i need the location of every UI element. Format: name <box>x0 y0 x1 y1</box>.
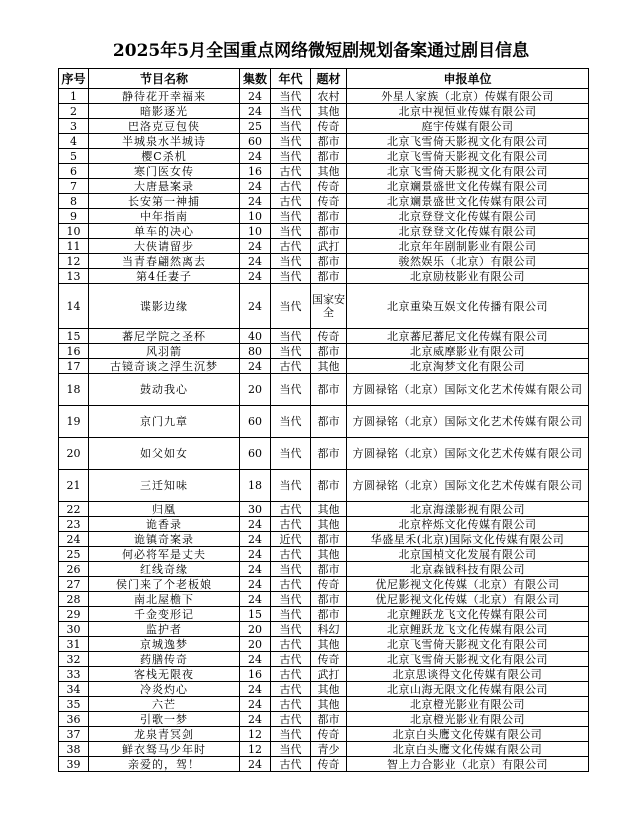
cell-no: 25 <box>59 547 89 562</box>
cell-episodes: 16 <box>240 667 271 682</box>
cell-name: 冷炎灼心 <box>89 682 240 697</box>
cell-no: 6 <box>59 164 89 179</box>
cell-no: 15 <box>59 329 89 344</box>
cell-genre: 武打 <box>311 667 347 682</box>
cell-era: 古代 <box>271 652 311 667</box>
cell-era: 当代 <box>271 224 311 239</box>
cell-no: 36 <box>59 712 89 727</box>
cell-no: 1 <box>59 89 89 104</box>
table-row <box>59 406 589 438</box>
cell-episodes: 24 <box>240 712 271 727</box>
cell-no: 37 <box>59 727 89 742</box>
cell-genre: 都市 <box>311 269 347 284</box>
cell-era: 当代 <box>271 438 311 470</box>
cell-unit: 北京鲤跃龙飞文化传媒有限公司 <box>347 607 589 622</box>
cell-era: 当代 <box>271 119 311 134</box>
cell-episodes: 24 <box>240 104 271 119</box>
cell-unit: 北京海漾影视有限公司 <box>347 502 589 517</box>
cell-no: 8 <box>59 194 89 209</box>
cell-name: 南北屋檐下 <box>89 592 240 607</box>
cell-episodes: 18 <box>240 470 271 502</box>
cell-genre: 青少 <box>311 742 347 757</box>
table-row <box>59 712 589 727</box>
cell-name: 风羽箭 <box>89 344 240 359</box>
cell-genre: 传奇 <box>311 179 347 194</box>
cell-era: 当代 <box>271 329 311 344</box>
cell-name: 监护者 <box>89 622 240 637</box>
cell-genre: 传奇 <box>311 329 347 344</box>
table-row <box>59 438 589 470</box>
table-row <box>59 284 589 329</box>
cell-era: 古代 <box>271 164 311 179</box>
table-row <box>59 224 589 239</box>
cell-era: 当代 <box>271 269 311 284</box>
cell-unit: 北京飞雪倚天影视文化有限公司 <box>347 637 589 652</box>
cell-genre: 都市 <box>311 209 347 224</box>
table-row <box>59 194 589 209</box>
cell-no: 11 <box>59 239 89 254</box>
cell-episodes: 24 <box>240 239 271 254</box>
cell-genre: 武打 <box>311 239 347 254</box>
cell-unit: 北京飞雪倚天影视文化有限公司 <box>347 134 589 149</box>
cell-era: 当代 <box>271 134 311 149</box>
table-row <box>59 329 589 344</box>
cell-unit: 北京思谈得文化传媒有限公司 <box>347 667 589 682</box>
cell-era: 近代 <box>271 532 311 547</box>
cell-era: 当代 <box>271 254 311 269</box>
cell-episodes: 25 <box>240 119 271 134</box>
cell-era: 古代 <box>271 547 311 562</box>
cell-no: 27 <box>59 577 89 592</box>
cell-no: 5 <box>59 149 89 164</box>
cell-episodes: 80 <box>240 344 271 359</box>
cell-no: 12 <box>59 254 89 269</box>
cell-name: 药膳传奇 <box>89 652 240 667</box>
cell-name: 寒门医女传 <box>89 164 240 179</box>
cell-no: 18 <box>59 374 89 406</box>
cell-no: 13 <box>59 269 89 284</box>
cell-era: 当代 <box>271 470 311 502</box>
cell-episodes: 24 <box>240 254 271 269</box>
cell-era: 当代 <box>271 89 311 104</box>
table-row <box>59 547 589 562</box>
cell-name: 何必将军是丈夫 <box>89 547 240 562</box>
cell-unit: 北京斓景盛世文化传媒有限公司 <box>347 194 589 209</box>
cell-era: 古代 <box>271 682 311 697</box>
cell-era: 当代 <box>271 562 311 577</box>
cell-episodes: 24 <box>240 194 271 209</box>
cell-genre: 其他 <box>311 547 347 562</box>
cell-episodes: 24 <box>240 359 271 374</box>
cell-unit: 方圆禄铭（北京）国际文化艺术传媒有限公司 <box>347 470 589 502</box>
header-genre: 题材 <box>311 69 347 89</box>
cell-no: 31 <box>59 637 89 652</box>
cell-name: 长安第一神捕 <box>89 194 240 209</box>
cell-no: 3 <box>59 119 89 134</box>
cell-name: 客栈无限夜 <box>89 667 240 682</box>
cell-episodes: 24 <box>240 179 271 194</box>
cell-unit: 北京梓烁文化传媒有限公司 <box>347 517 589 532</box>
cell-era: 当代 <box>271 727 311 742</box>
cell-unit: 北京橙光影业有限公司 <box>347 697 589 712</box>
cell-name: 京城逸梦 <box>89 637 240 652</box>
table-row <box>59 209 589 224</box>
cell-era: 古代 <box>271 757 311 772</box>
cell-unit: 北京飞雪倚天影视文化有限公司 <box>347 164 589 179</box>
table-row <box>59 682 589 697</box>
cell-episodes: 20 <box>240 637 271 652</box>
cell-episodes: 24 <box>240 532 271 547</box>
table-row <box>59 119 589 134</box>
cell-no: 21 <box>59 470 89 502</box>
cell-no: 30 <box>59 622 89 637</box>
cell-episodes: 24 <box>240 149 271 164</box>
cell-genre: 其他 <box>311 502 347 517</box>
cell-no: 22 <box>59 502 89 517</box>
cell-genre: 其他 <box>311 697 347 712</box>
cell-episodes: 24 <box>240 562 271 577</box>
cell-genre: 都市 <box>311 254 347 269</box>
cell-unit: 北京斓景盛世文化传媒有限公司 <box>347 179 589 194</box>
cell-genre: 都市 <box>311 438 347 470</box>
cell-unit: 北京鲤跃龙飞文化传媒有限公司 <box>347 622 589 637</box>
cell-era: 当代 <box>271 149 311 164</box>
cell-no: 39 <box>59 757 89 772</box>
table-row <box>59 517 589 532</box>
table-row <box>59 502 589 517</box>
cell-name: 中年指南 <box>89 209 240 224</box>
cell-era: 古代 <box>271 502 311 517</box>
cell-era: 当代 <box>271 406 311 438</box>
cell-unit: 华盛星禾(北京)国际文化传媒有限公司 <box>347 532 589 547</box>
cell-episodes: 60 <box>240 406 271 438</box>
cell-genre: 都市 <box>311 149 347 164</box>
cell-genre: 都市 <box>311 532 347 547</box>
cell-unit: 北京年年剧制影业有限公司 <box>347 239 589 254</box>
table-row <box>59 149 589 164</box>
cell-no: 16 <box>59 344 89 359</box>
cell-name: 古镜奇谈之浮生沉梦 <box>89 359 240 374</box>
table-row <box>59 622 589 637</box>
cell-name: 谍影边缘 <box>89 284 240 329</box>
cell-no: 17 <box>59 359 89 374</box>
cell-name: 当青春翩然离去 <box>89 254 240 269</box>
cell-episodes: 20 <box>240 622 271 637</box>
table-row <box>59 742 589 757</box>
cell-no: 10 <box>59 224 89 239</box>
cell-unit: 骏然娱乐（北京）有限公司 <box>347 254 589 269</box>
cell-name: 蕃尼学院之圣杯 <box>89 329 240 344</box>
header-unit: 申报单位 <box>347 69 589 89</box>
cell-no: 29 <box>59 607 89 622</box>
cell-genre: 传奇 <box>311 727 347 742</box>
cell-no: 23 <box>59 517 89 532</box>
cell-unit: 方圆禄铭（北京）国际文化艺术传媒有限公司 <box>347 406 589 438</box>
cell-era: 当代 <box>271 622 311 637</box>
cell-era: 古代 <box>271 577 311 592</box>
table-row <box>59 134 589 149</box>
cell-episodes: 24 <box>240 652 271 667</box>
cell-name: 半城泉水半城诗 <box>89 134 240 149</box>
cell-episodes: 24 <box>240 89 271 104</box>
table-row <box>59 344 589 359</box>
cell-unit: 方圆禄铭（北京）国际文化艺术传媒有限公司 <box>347 374 589 406</box>
cell-era: 古代 <box>271 194 311 209</box>
cell-era: 当代 <box>271 209 311 224</box>
cell-name: 诡镇奇案录 <box>89 532 240 547</box>
cell-no: 38 <box>59 742 89 757</box>
cell-unit: 北京威摩影业有限公司 <box>347 344 589 359</box>
cell-era: 当代 <box>271 374 311 406</box>
cell-name: 亲爱的，驾！ <box>89 757 240 772</box>
cell-episodes: 60 <box>240 134 271 149</box>
cell-genre: 传奇 <box>311 577 347 592</box>
cell-genre: 都市 <box>311 224 347 239</box>
cell-name: 侯门来了个老板娘 <box>89 577 240 592</box>
table-row <box>59 652 589 667</box>
header-era: 年代 <box>271 69 311 89</box>
cell-era: 当代 <box>271 607 311 622</box>
cell-genre: 传奇 <box>311 652 347 667</box>
table-row <box>59 667 589 682</box>
cell-genre: 其他 <box>311 682 347 697</box>
cell-unit: 北京山海无限文化传媒有限公司 <box>347 682 589 697</box>
table-row <box>59 562 589 577</box>
cell-no: 32 <box>59 652 89 667</box>
table-row <box>59 727 589 742</box>
cell-name: 千金变形记 <box>89 607 240 622</box>
cell-era: 古代 <box>271 667 311 682</box>
cell-name: 诡香录 <box>89 517 240 532</box>
cell-name: 第4任妻子 <box>89 269 240 284</box>
table-row <box>59 532 589 547</box>
cell-no: 28 <box>59 592 89 607</box>
cell-unit: 优尼影视文化传媒（北京）有限公司 <box>347 577 589 592</box>
cell-unit: 优尼影视文化传媒（北京）有限公司 <box>347 592 589 607</box>
cell-name: 引歌一梦 <box>89 712 240 727</box>
cell-no: 26 <box>59 562 89 577</box>
cell-genre: 其他 <box>311 359 347 374</box>
cell-unit: 北京白头鹰文化传媒有限公司 <box>347 742 589 757</box>
cell-genre: 都市 <box>311 470 347 502</box>
cell-era: 当代 <box>271 344 311 359</box>
cell-name: 京门九章 <box>89 406 240 438</box>
cell-episodes: 10 <box>240 224 271 239</box>
cell-no: 35 <box>59 697 89 712</box>
cell-unit: 北京登登文化传媒有限公司 <box>347 209 589 224</box>
cell-genre: 都市 <box>311 134 347 149</box>
cell-unit: 北京蕃尼蕃尼文化传媒有限公司 <box>347 329 589 344</box>
cell-episodes: 24 <box>240 517 271 532</box>
cell-episodes: 16 <box>240 164 271 179</box>
cell-name: 单车的决心 <box>89 224 240 239</box>
cell-unit: 北京白头鹰文化传媒有限公司 <box>347 727 589 742</box>
cell-unit: 庭宇传媒有限公司 <box>347 119 589 134</box>
cell-genre: 其他 <box>311 104 347 119</box>
cell-unit: 北京飞雪倚天影视文化有限公司 <box>347 149 589 164</box>
cell-era: 古代 <box>271 517 311 532</box>
cell-name: 如父如女 <box>89 438 240 470</box>
cell-era: 古代 <box>271 239 311 254</box>
table-row <box>59 607 589 622</box>
cell-episodes: 24 <box>240 757 271 772</box>
cell-unit: 智上力合影业（北京）有限公司 <box>347 757 589 772</box>
cell-genre: 农村 <box>311 89 347 104</box>
cell-name: 大唐悬案录 <box>89 179 240 194</box>
table-row <box>59 359 589 374</box>
cell-episodes: 24 <box>240 269 271 284</box>
cell-unit: 方圆禄铭（北京）国际文化艺术传媒有限公司 <box>347 438 589 470</box>
table-row <box>59 269 589 284</box>
cell-era: 古代 <box>271 179 311 194</box>
cell-genre: 都市 <box>311 592 347 607</box>
cell-genre: 都市 <box>311 607 347 622</box>
table-row <box>59 104 589 119</box>
cell-unit: 北京淘梦文化有限公司 <box>347 359 589 374</box>
table-row <box>59 179 589 194</box>
cell-genre: 科幻 <box>311 622 347 637</box>
cell-name: 樱C杀机 <box>89 149 240 164</box>
cell-name: 红线奇缘 <box>89 562 240 577</box>
cell-name: 三迁知味 <box>89 470 240 502</box>
cell-no: 20 <box>59 438 89 470</box>
cell-episodes: 10 <box>240 209 271 224</box>
cell-name: 静待花开幸福来 <box>89 89 240 104</box>
cell-no: 24 <box>59 532 89 547</box>
cell-name: 大侠请留步 <box>89 239 240 254</box>
cell-episodes: 12 <box>240 727 271 742</box>
drama-filing-table <box>58 68 589 772</box>
cell-unit: 外星人家族（北京）传媒有限公司 <box>347 89 589 104</box>
cell-era: 古代 <box>271 697 311 712</box>
cell-episodes: 24 <box>240 284 271 329</box>
cell-genre: 传奇 <box>311 194 347 209</box>
cell-genre: 国家安全 <box>311 284 347 329</box>
table-row <box>59 637 589 652</box>
cell-episodes: 24 <box>240 682 271 697</box>
table-header-row <box>59 69 589 89</box>
cell-era: 古代 <box>271 637 311 652</box>
cell-unit: 北京中视恒业传媒有限公司 <box>347 104 589 119</box>
cell-genre: 都市 <box>311 562 347 577</box>
cell-era: 当代 <box>271 742 311 757</box>
table-row <box>59 470 589 502</box>
cell-episodes: 20 <box>240 374 271 406</box>
cell-no: 19 <box>59 406 89 438</box>
cell-episodes: 12 <box>240 742 271 757</box>
cell-era: 古代 <box>271 712 311 727</box>
cell-unit: 北京飞雪倚天影视文化有限公司 <box>347 652 589 667</box>
table-row <box>59 164 589 179</box>
table-row <box>59 254 589 269</box>
table-body <box>59 89 589 772</box>
cell-unit: 北京国楨文化发展有限公司 <box>347 547 589 562</box>
cell-episodes: 24 <box>240 697 271 712</box>
header-name: 节目名称 <box>89 69 240 89</box>
cell-unit: 北京重染互娱文化传播有限公司 <box>347 284 589 329</box>
table-row <box>59 374 589 406</box>
cell-genre: 其他 <box>311 164 347 179</box>
cell-episodes: 40 <box>240 329 271 344</box>
cell-episodes: 30 <box>240 502 271 517</box>
cell-era: 当代 <box>271 104 311 119</box>
cell-name: 鼓动我心 <box>89 374 240 406</box>
cell-episodes: 15 <box>240 607 271 622</box>
table-row <box>59 239 589 254</box>
cell-unit: 北京森钺科技有限公司 <box>347 562 589 577</box>
cell-name: 暗影逐光 <box>89 104 240 119</box>
cell-genre: 传奇 <box>311 119 347 134</box>
cell-genre: 其他 <box>311 517 347 532</box>
header-no: 序号 <box>59 69 89 89</box>
cell-no: 34 <box>59 682 89 697</box>
cell-no: 4 <box>59 134 89 149</box>
table-row <box>59 89 589 104</box>
cell-genre: 都市 <box>311 374 347 406</box>
cell-unit: 北京橙光影业有限公司 <box>347 712 589 727</box>
cell-no: 9 <box>59 209 89 224</box>
cell-genre: 传奇 <box>311 757 347 772</box>
cell-unit: 北京励枝影业有限公司 <box>347 269 589 284</box>
cell-era: 古代 <box>271 359 311 374</box>
cell-no: 33 <box>59 667 89 682</box>
cell-no: 7 <box>59 179 89 194</box>
cell-name: 巴洛克豆包侠 <box>89 119 240 134</box>
cell-genre: 都市 <box>311 406 347 438</box>
cell-episodes: 24 <box>240 547 271 562</box>
cell-episodes: 24 <box>240 577 271 592</box>
cell-no: 14 <box>59 284 89 329</box>
cell-genre: 都市 <box>311 712 347 727</box>
cell-name: 归凰 <box>89 502 240 517</box>
cell-name: 六芒 <box>89 697 240 712</box>
table-row <box>59 757 589 772</box>
cell-episodes: 24 <box>240 592 271 607</box>
cell-genre: 都市 <box>311 344 347 359</box>
cell-era: 当代 <box>271 592 311 607</box>
table-row <box>59 697 589 712</box>
table-row <box>59 592 589 607</box>
cell-no: 2 <box>59 104 89 119</box>
cell-episodes: 60 <box>240 438 271 470</box>
cell-name: 龙泉青冥剑 <box>89 727 240 742</box>
header-episodes: 集数 <box>240 69 271 89</box>
cell-genre: 其他 <box>311 637 347 652</box>
cell-name: 鲜衣驽马少年时 <box>89 742 240 757</box>
table-row <box>59 577 589 592</box>
cell-era: 当代 <box>271 284 311 329</box>
page-title: 2025年5月全国重点网络微短剧规划备案通过剧目信息 <box>112 41 530 61</box>
cell-unit: 北京登登文化传媒有限公司 <box>347 224 589 239</box>
